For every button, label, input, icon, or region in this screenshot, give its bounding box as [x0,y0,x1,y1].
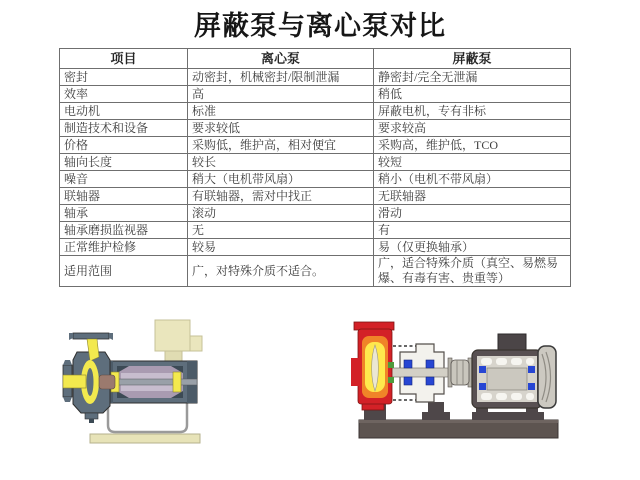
item-cell: 效率 [60,86,188,103]
centrifugal-value-cell: 广，对特殊介质不适合。 [188,256,374,287]
column-header-item: 项目 [60,49,188,69]
fan-cover [538,346,556,408]
coupling [448,358,472,387]
bearing-block [404,377,412,385]
seal-ring [388,362,394,368]
canned-value-cell: 要求较高 [374,120,571,137]
canned-value-cell: 采购高，维护低，TCO [374,137,571,154]
pump-base-plate [90,434,200,443]
centrifugal-value-cell: 采购低，维护高，相对便宜 [188,137,374,154]
motor-rotor [487,368,527,390]
bearing-block [479,383,486,390]
item-cell: 轴向长度 [60,154,188,171]
terminal-box [155,320,202,361]
comparison-table [59,48,571,287]
column-header-canned-pump: 屏蔽泵 [374,49,571,69]
centrifugal-value-cell: 动密封，机械密封/限制泄漏 [188,69,374,86]
centrifugal-pump-diagram [338,316,578,448]
baseplate [359,420,558,438]
table-row [60,120,571,137]
bearing-block [404,360,412,368]
pump-stand [108,403,187,432]
item-cell: 联轴器 [60,188,188,205]
bearing-block [528,366,535,373]
page-title: 屏蔽泵与离心泵对比 [194,11,446,41]
item-cell: 轴承 [60,205,188,222]
canned-value-cell: 较短 [374,154,571,171]
seal-ring [388,377,394,383]
table-row [60,154,571,171]
centrifugal-value-cell: 标准 [188,103,374,120]
item-cell: 制造技术和设备 [60,120,188,137]
table-row [60,137,571,154]
canned-value-cell: 无联轴器 [374,188,571,205]
bearing-frame-pedestal [422,402,450,420]
bearing-block [528,383,535,390]
electric-motor [472,334,542,408]
table-row [60,222,571,239]
item-cell: 电动机 [60,103,188,120]
bearing-block [479,366,486,373]
table-row [60,256,571,287]
item-cell: 适用范围 [60,256,188,287]
column-header-centrifugal-pump: 离心泵 [188,49,374,69]
item-cell: 噪音 [60,171,188,188]
centrifugal-value-cell: 稍大（电机带风扇） [188,171,374,188]
table-header-row [60,49,571,69]
canned-value-cell: 易（仅更换轴承） [374,239,571,256]
canned-value-cell: 滑动 [374,205,571,222]
centrifugal-value-cell: 有联轴器，需对中找正 [188,188,374,205]
table-row [60,171,571,188]
table-row [60,103,571,120]
volute-casing [351,322,394,410]
impeller-hub [99,375,115,389]
table-row [60,205,571,222]
centrifugal-value-cell: 无 [188,222,374,239]
canned-value-cell: 静密封/完全无泄漏 [374,69,571,86]
rear-sleeve-bearing [173,372,181,392]
centrifugal-value-cell: 较易 [188,239,374,256]
table-row [60,86,571,103]
canned-pump-diagram [55,316,265,448]
item-cell: 轴承磨损监视器 [60,222,188,239]
canned-value-cell: 稍低 [374,86,571,103]
centrifugal-value-cell: 滚动 [188,205,374,222]
table-row [60,239,571,256]
drain-fitting [85,413,98,423]
canned-value-cell: 有 [374,222,571,239]
suction-flange [351,358,359,386]
table-row [60,69,571,86]
table-row [60,188,571,205]
canned-value-cell: 广，适合特殊介质（真空、易燃易爆、有毒有害、贵重等） [374,256,571,287]
canned-value-cell: 屏蔽电机，专有非标 [374,103,571,120]
centrifugal-value-cell: 较长 [188,154,374,171]
centrifugal-value-cell: 高 [188,86,374,103]
canned-value-cell: 稍小（电机不带风扇） [374,171,571,188]
bearing-block [426,360,434,368]
centrifugal-value-cell: 要求较低 [188,120,374,137]
item-cell: 价格 [60,137,188,154]
item-cell: 正常维护检修 [60,239,188,256]
bearing-block [426,377,434,385]
motor-terminal-box [498,334,526,352]
item-cell: 密封 [60,69,188,86]
